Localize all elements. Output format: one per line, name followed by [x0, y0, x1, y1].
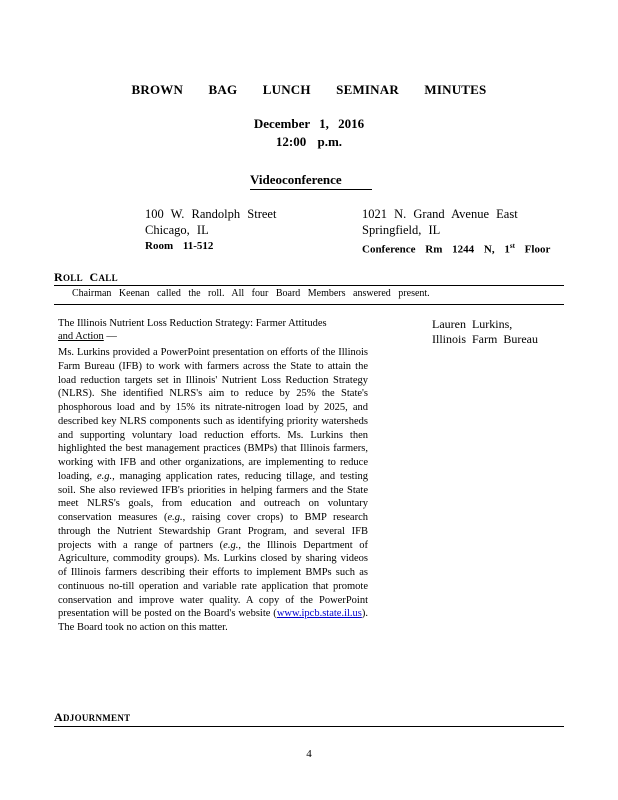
page-title: BROWN BAG LUNCH SEMINAR MINUTES — [131, 82, 487, 97]
agenda-item-title — [58, 317, 358, 343]
roll-call-text: Chairman Keenan called the roll. All four Board Members answered present. — [72, 288, 430, 299]
body-text-eg: e.g. — [167, 512, 183, 523]
agenda-title-line2: and Action — [58, 331, 104, 342]
body-text-segment: , raising cover crops) to BMP research through the Nutrient Stewardship Grant Program, and several IFB projects with a range of partners ( — [58, 512, 369, 551]
meeting-format: Videoconference — [250, 172, 372, 190]
agenda-title-line1: The Illinois Nutrient Loss Reduction Strategy: Farmer Attitudes — [58, 318, 327, 329]
chicago-street: 100 W. Randolph Street — [145, 207, 277, 221]
heading-rest: OLL — [62, 273, 83, 283]
board-website-link[interactable]: www.ipcb.state.il.us — [276, 608, 362, 620]
body-text-eg: e.g. — [223, 539, 239, 551]
body-text-segment: , managing application rates, reducing tillage, and testing soil. She also reviewed IFB's priorities in helping farmers and the State meet NLRS's goals, from education and outreach on voluntary conservation measures ( — [58, 470, 369, 523]
heading-initial: A — [54, 710, 63, 724]
heading-initial: R — [54, 270, 63, 284]
meeting-time: 12:00 p.m. — [275, 134, 343, 149]
meeting-date: December 1, 2016 — [253, 116, 365, 131]
agenda-title-dash: — — [103, 331, 117, 342]
springfield-street: 1021 N. Grand Avenue East — [362, 207, 518, 221]
location-chicago — [145, 206, 276, 254]
body-text-segment: , the Illinois Department of Agriculture, commodity groups). Ms. Lurkins closed by sharing videos of Illinois farmers describing their efforts to implement BMPs such as continuous no-till operation and variable rate application that promote conservation and improve water quality. A copy of the PowerPoint presentation will be posted on the Board's website ( — [58, 539, 369, 620]
agenda-item-body — [58, 346, 368, 635]
springfield-room-ordinal: st — [509, 242, 515, 250]
heading-rest: ALL — [98, 273, 118, 283]
chicago-city: Chicago, IL — [145, 223, 209, 237]
speaker-info — [432, 317, 572, 347]
body-text-segment: Ms. Lurkins provided a PowerPoint presentation on efforts of the Illinois Farm Bureau (IFB) to work with farmers across the State to attain the load reduction targets set in Illinois' Nutrient Loss Reduction Strategy (NLRS). She identified NLRS's aim to reduce by 25% the State's phosphorous load and by 15% its nitrate-nitrogen load by 2025, and described key NLRS components such as identifying priority watersheds and supporting voluntary load reduction efforts. Ms. Lurkins then highlighted the best management practices (BMPs) that Illinois farmers, working with IFB and other organizations, are implementing to reduce loading, — [58, 347, 368, 482]
chicago-room: Room 11-512 — [145, 240, 214, 252]
roll-call-heading — [54, 270, 118, 285]
adjournment-heading — [54, 710, 130, 725]
section-divider — [54, 304, 564, 305]
page-number: 4 — [306, 748, 312, 760]
section-divider — [54, 726, 564, 727]
body-text-segment: ). The Board took no action on this matter. — [58, 608, 368, 633]
speaker-name: Lauren Lurkins, — [432, 317, 513, 331]
speaker-org: Illinois Farm Bureau — [432, 332, 538, 346]
springfield-room-floor: Floor — [514, 243, 551, 256]
heading-initial: C — [89, 270, 99, 284]
section-divider — [54, 285, 564, 286]
springfield-room — [362, 238, 550, 258]
heading-rest: DJOURNMENT — [62, 713, 131, 723]
springfield-city: Springfield, IL — [362, 223, 441, 237]
body-text-eg: e.g. — [96, 470, 113, 482]
location-springfield — [362, 206, 550, 258]
springfield-room-main: Conference Rm 1244 N, 1 — [362, 243, 510, 256]
